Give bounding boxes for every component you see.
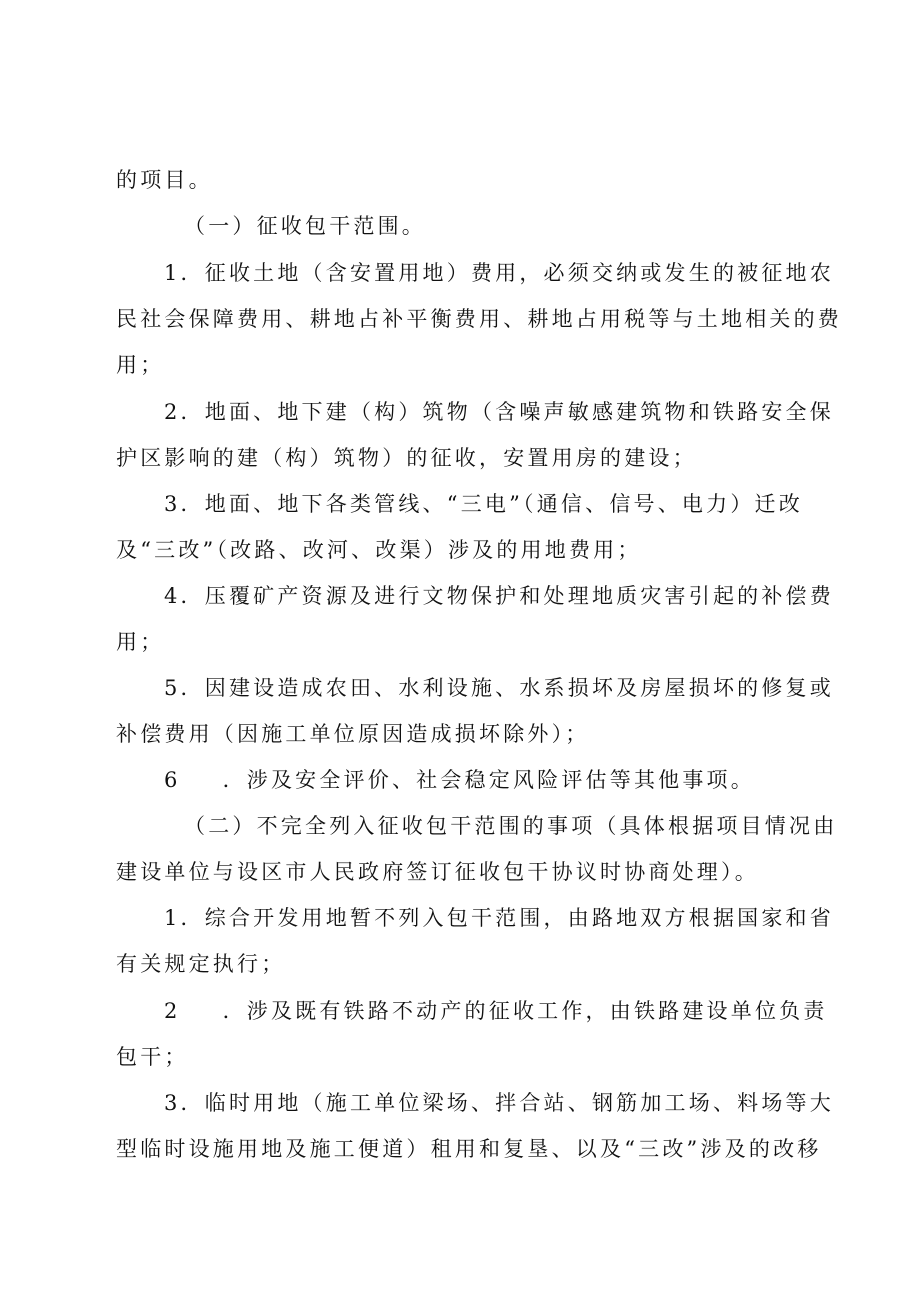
sub-item-2-text: ．涉及既有铁路不动产的征收工作，由铁路建设单位负责 xyxy=(222,999,828,1023)
sub-item-1-line-1: 1．综合开发用地暂不列入包干范围，由路地双方根据国家和省 xyxy=(164,906,834,930)
section-heading-2-line-1: （二）不完全列入征收包干范围的事项（具体根据项目情况由 xyxy=(184,814,838,838)
paragraph-line: 的项目。 xyxy=(116,168,213,192)
sub-item-2-line-2: 包干； xyxy=(116,1045,189,1069)
sub-item-1-line-2: 有关规定执行； xyxy=(116,952,286,976)
item-6-number: 6 xyxy=(164,768,181,792)
item-2-line-2: 护区影响的建（构）筑物）的征收，安置用房的建设； xyxy=(116,446,697,470)
item-4-line-1: 4．压覆矿产资源及进行文物保护和处理地质灾害引起的补偿费 xyxy=(164,584,834,608)
item-5-line-1: 5．因建设造成农田、水利设施、水系损坏及房屋损坏的修复或 xyxy=(164,676,834,700)
section-heading-1: （一）征收包干范围。 xyxy=(184,214,426,238)
item-6-text: ．涉及安全评价、社会稳定风险评估等其他事项。 xyxy=(222,768,755,792)
item-3-line-2: 及“三改”（改路、改河、改渠）涉及的用地费用； xyxy=(116,538,642,562)
item-5-line-2: 补偿费用（因施工单位原因造成损坏除外）； xyxy=(116,722,590,746)
item-6-line-1 xyxy=(164,763,864,797)
item-1-line-3: 用； xyxy=(116,353,165,377)
item-1-line-2: 民社会保障费用、耕地占补平衡费用、耕地占用税等与土地相关的费 xyxy=(116,307,842,331)
section-heading-2-line-2: 建设单位与设区市人民政府签订征收包干协议时协商处理）。 xyxy=(116,860,759,884)
item-1-line-1: 1．征收土地（含安置用地）费用，必须交纳或发生的被征地农 xyxy=(164,261,834,285)
sub-item-2-number: 2 xyxy=(164,999,181,1023)
sub-item-2-line-1 xyxy=(164,994,864,1028)
sub-item-3-line-2: 型临时设施用地及施工便道）租用和复垦、以及“三改”涉及的改移 xyxy=(116,1137,822,1161)
sub-item-3-line-1: 3．临时用地（施工单位梁场、拌合站、钢筋加工场、料场等大 xyxy=(164,1091,834,1115)
item-4-line-2: 用； xyxy=(116,630,165,654)
item-2-line-1: 2．地面、地下建（构）筑物（含噪声敏感建筑物和铁路安全保 xyxy=(164,400,834,424)
item-3-line-1: 3．地面、地下各类管线、“三电”（通信、信号、电力）迁改 xyxy=(164,492,803,516)
